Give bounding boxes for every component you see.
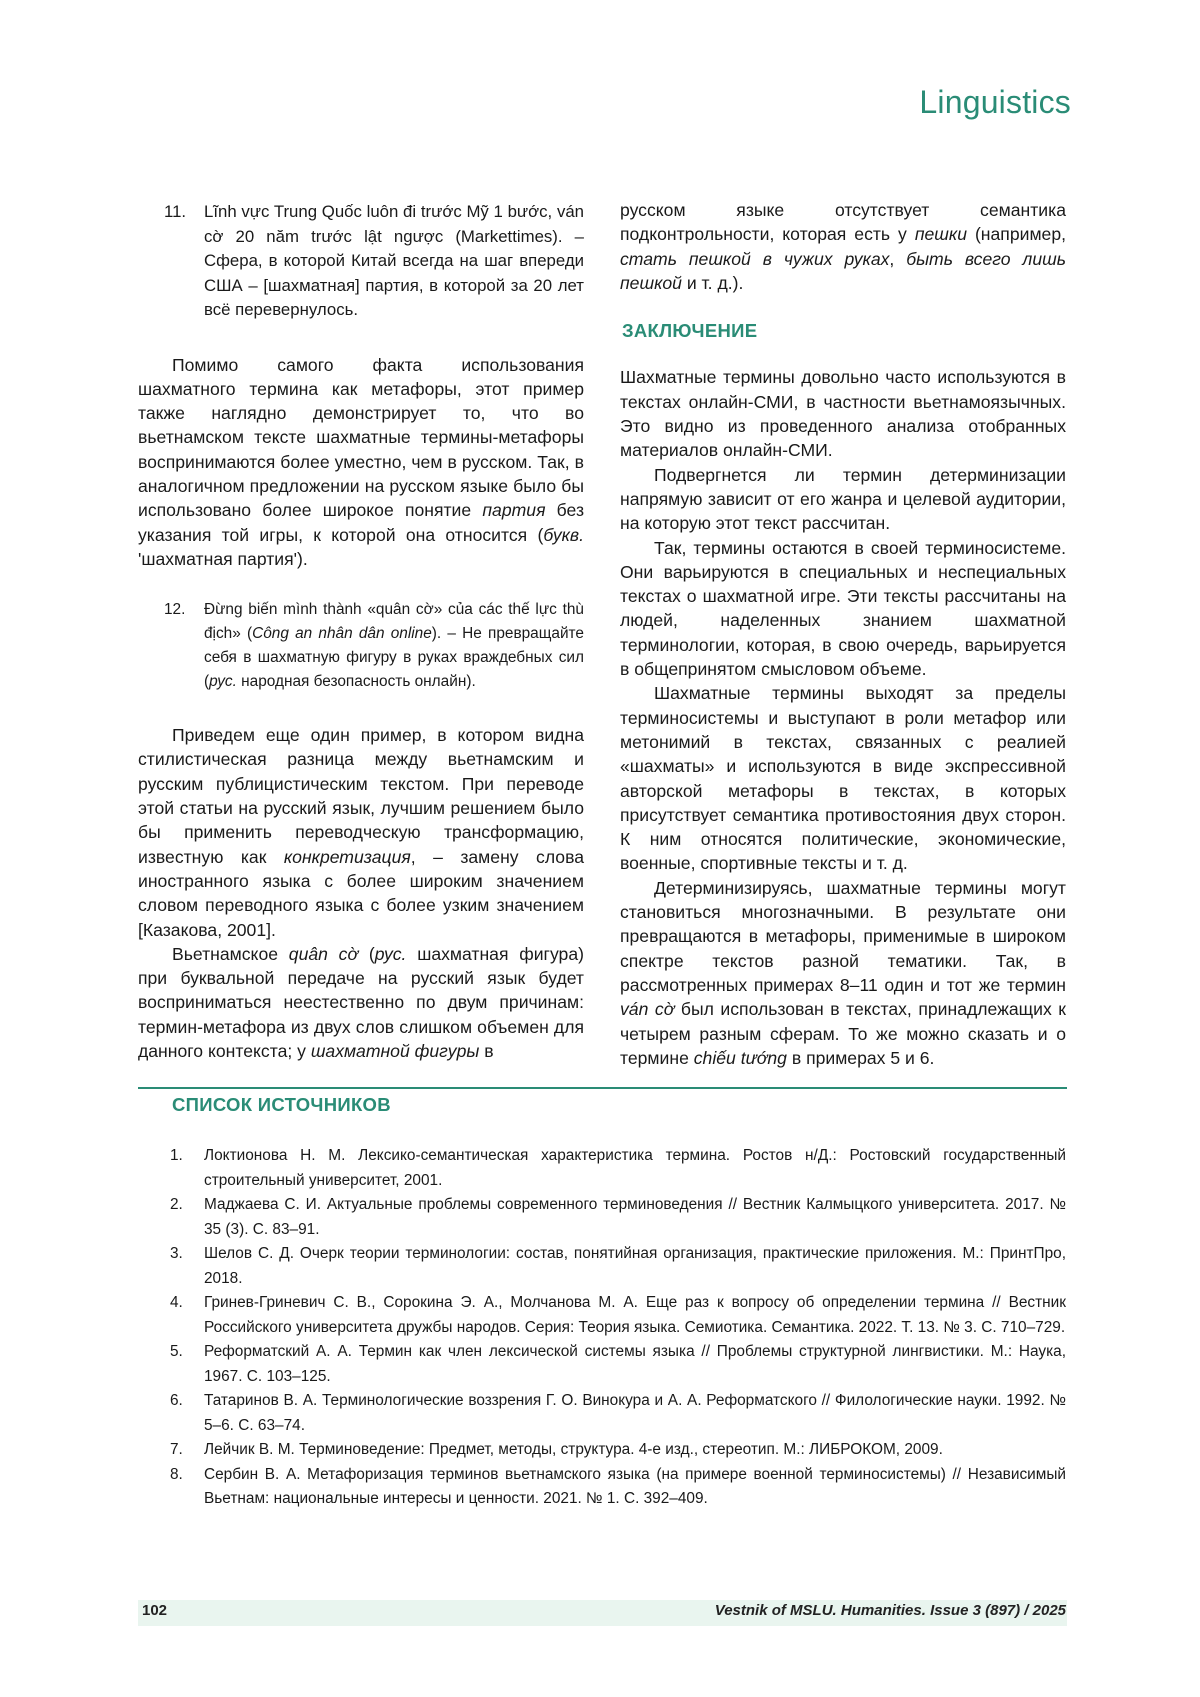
text-run: ). – Не превращайте себя в шахматную фигуру в руках враждебных сил ( — [204, 625, 584, 691]
text-run: в примерах 5 и 6. — [786, 1047, 935, 1068]
paragraph — [138, 353, 584, 572]
example-11 — [164, 200, 584, 323]
paragraph — [620, 198, 1066, 295]
reference-text: Татаринов В. А. Терминологические воззрения Г. О. Винокура и А. А. Реформатского // Филологические науки. 1992. № 5–6. С. 63–74. — [204, 1392, 1066, 1434]
text-run: Помимо самого факта использования шахматного термина как метафоры, этот пример также наглядно демонстрирует то, что во вьетнамском тексте шахматные термины-метафоры воспринимаются более уместно, чем в русском. Так, в аналогичном предложении на русском языке было бы использовано более широкое понятие — [138, 354, 584, 521]
italic-term: quân cờ — [288, 943, 359, 964]
text-run: и т. д.). — [681, 272, 744, 293]
text-run: Вьетнамское — [172, 943, 289, 964]
text-run: народная безопасность онлайн). — [236, 673, 476, 691]
text-run: был использован в текстах, принадлежащих к четырем разным сферам. То же можно сказать и о термине — [620, 999, 1066, 1068]
paragraph: Шахматные термины довольно часто используются в текстах онлайн-СМИ, в частности вьетнамоязычных. Это видно из проведенного анализа отобранных материалов онлайн-СМИ. — [620, 367, 1066, 461]
reference-number: 7. — [170, 1441, 183, 1458]
text-run: в — [479, 1041, 494, 1062]
italic-term: Công an nhân dân online — [252, 625, 432, 643]
paragraph — [138, 942, 584, 1063]
text-run: Đừng biến mình thành «quân cờ» của các thế lực thù địch» ( — [204, 601, 584, 643]
reference-item — [170, 1291, 1066, 1340]
reference-text: Сербин В. А. Метафоризация терминов вьетнамского языка (на примере военной терминосистемы) // Независимый Вьетнам: национальные интересы и ценности. 2021. № 1. С. 392–409. — [204, 1465, 1066, 1507]
reference-item — [170, 1463, 1066, 1512]
italic-term: ván cờ — [620, 999, 675, 1020]
example-text — [204, 598, 584, 694]
example-number: 12. — [164, 601, 186, 619]
right-column — [620, 198, 1066, 1070]
reference-item — [170, 1193, 1066, 1242]
reference-text: Шелов С. Д. Очерк теории терминологии: состав, понятийная организация, практические приложения. М.: ПринтПро, 2018. — [204, 1245, 1066, 1287]
reference-text: Реформатский А. А. Термин как член лексической системы языка // Проблемы структурной лингвистики. М.: Наука, 1967. С. 103–125. — [204, 1343, 1066, 1385]
paragraph: Подвергнется ли термин детерминизации напрямую зависит от его жанра и целевой аудитории, на которую этот текст рассчитан. — [620, 464, 1066, 534]
reference-item — [170, 1144, 1066, 1193]
text-run: шахматная фигура) при буквальной передаче на русский язык будет восприниматься неестественно по двум причинам: термин-метафора из двух слов слишком объемен для данного контекста; у — [138, 943, 584, 1062]
reference-number: 1. — [170, 1147, 183, 1164]
italic-term: партия — [482, 500, 546, 521]
italic-term: стать пешкой в чужих руках — [620, 248, 890, 269]
example-text: Lĩnh vực Trung Quốc luôn đi trước Mỹ 1 bước, ván cờ 20 năm trước lật ngược (Markettimes). – Сфера, в которой Китай всегда на шаг впереди США – [шахматная] партия, в которой за 20 лет всё перевернулось. — [204, 202, 584, 319]
reference-number: 5. — [170, 1343, 183, 1360]
text-run: без указания той игры, к которой она относится ( — [138, 500, 585, 545]
page-number: 102 — [142, 1602, 168, 1619]
italic-term: быть всего лишь пешкой — [620, 248, 1067, 293]
italic-term: конкретизация — [283, 846, 411, 867]
reference-number: 4. — [170, 1294, 183, 1311]
paragraph — [620, 876, 1066, 1070]
text-run: Детерминизируясь, шахматные термины могут становиться многозначными. В результате они превращаются в метафоры, применимые в широком спектре текстов разной тематики. Так, в рассмотренных примерах 8–11 один и тот же термин — [620, 877, 1066, 995]
paragraph: Шахматные термины выходят за пределы терминосистемы и выступают в роли метафор или метонимий в текстах, связанных с реалией «шахматы» и используются в виде экспрессивной авторской метафоры в текстах, в которых присутствует семантика противостояния двух сторон. К ним относятся политические, экономические, военные, спортивные тексты и т. д. — [620, 683, 1066, 874]
italic-term: пешки — [914, 224, 967, 245]
reference-text: Лейчик В. М. Терминоведение: Предмет, методы, структура. 4-е изд., стереотип. М.: ЛИБРОКОМ, 2009. — [204, 1441, 943, 1458]
text-run: ( — [358, 943, 375, 964]
text-run: , — [889, 248, 907, 269]
reference-item — [170, 1340, 1066, 1389]
italic-term: рус. — [209, 673, 237, 691]
left-column — [138, 198, 584, 1063]
text-run: , – замену слова иностранного языка с более широким значением словом переводного языка с более узким значением [Казакова, 2001]. — [138, 846, 585, 940]
reference-item — [170, 1438, 1066, 1463]
italic-term: букв. — [543, 524, 584, 545]
text-run: (например, — [966, 224, 1066, 245]
section-title: Linguistics — [919, 84, 1071, 120]
paragraph — [138, 723, 584, 942]
reference-text: Локтионова Н. М. Лексико-семантическая характеристика термина. Ростов н/Д.: Ростовский государственный строительный университет, 2001. — [204, 1147, 1066, 1189]
section-divider — [138, 1087, 1067, 1089]
reference-number: 6. — [170, 1392, 183, 1409]
reference-number: 2. — [170, 1196, 183, 1213]
references-heading: СПИСОК ИСТОЧНИКОВ — [172, 1094, 391, 1115]
reference-item — [170, 1242, 1066, 1291]
italic-term: chiếu tướng — [693, 1047, 787, 1068]
example-number: 11. — [164, 202, 187, 221]
example-12 — [164, 598, 584, 694]
text-run: русском языке отсутствует семантика подконтрольности, которая есть у — [620, 200, 1066, 245]
reference-text: Гринев-Гриневич С. В., Сорокина Э. А., Молчанова М. А. Еще раз к вопросу об определении термина // Вестник Российского университета дружбы народов. Серия: Теория языка. Семиотика. Семантика. 2022. Т. 13. № 3. С. 710–729. — [204, 1294, 1066, 1336]
journal-citation: Vestnik of MSLU. Humanities. Issue 3 (897) / 2025 — [714, 1602, 1066, 1619]
reference-item — [170, 1389, 1066, 1438]
italic-term: шахматной фигуры — [310, 1041, 480, 1062]
reference-number: 3. — [170, 1245, 183, 1262]
reference-number: 8. — [170, 1465, 183, 1483]
paragraph: Так, термины остаются в своей терминосистеме. Они варьируются в специальных и неспециальных текстах о шахматной игре. Эти тексты рассчитаны на людей, наделенных знанием шахматной терминологии, которая, в свою очередь, варьируется в общепринятом смысловом объеме. — [620, 537, 1066, 680]
text-run: 'шахматная партия'). — [138, 548, 308, 569]
italic-term: рус. — [374, 943, 407, 964]
references-list — [170, 1144, 1066, 1512]
reference-text: Маджаева С. И. Актуальные проблемы современного терминоведения // Вестник Калмыцкого университета. 2017. № 35 (3). С. 83–91. — [204, 1196, 1066, 1238]
text-run: Приведем еще один пример, в котором видна стилистическая разница между вьетнамским и русским публицистическим текстом. При переводе этой статьи на русский язык, лучшим решением было бы применить переводческую трансформацию, известную как — [138, 725, 584, 867]
conclusion-heading: ЗАКЛЮЧЕНИЕ — [622, 320, 758, 342]
